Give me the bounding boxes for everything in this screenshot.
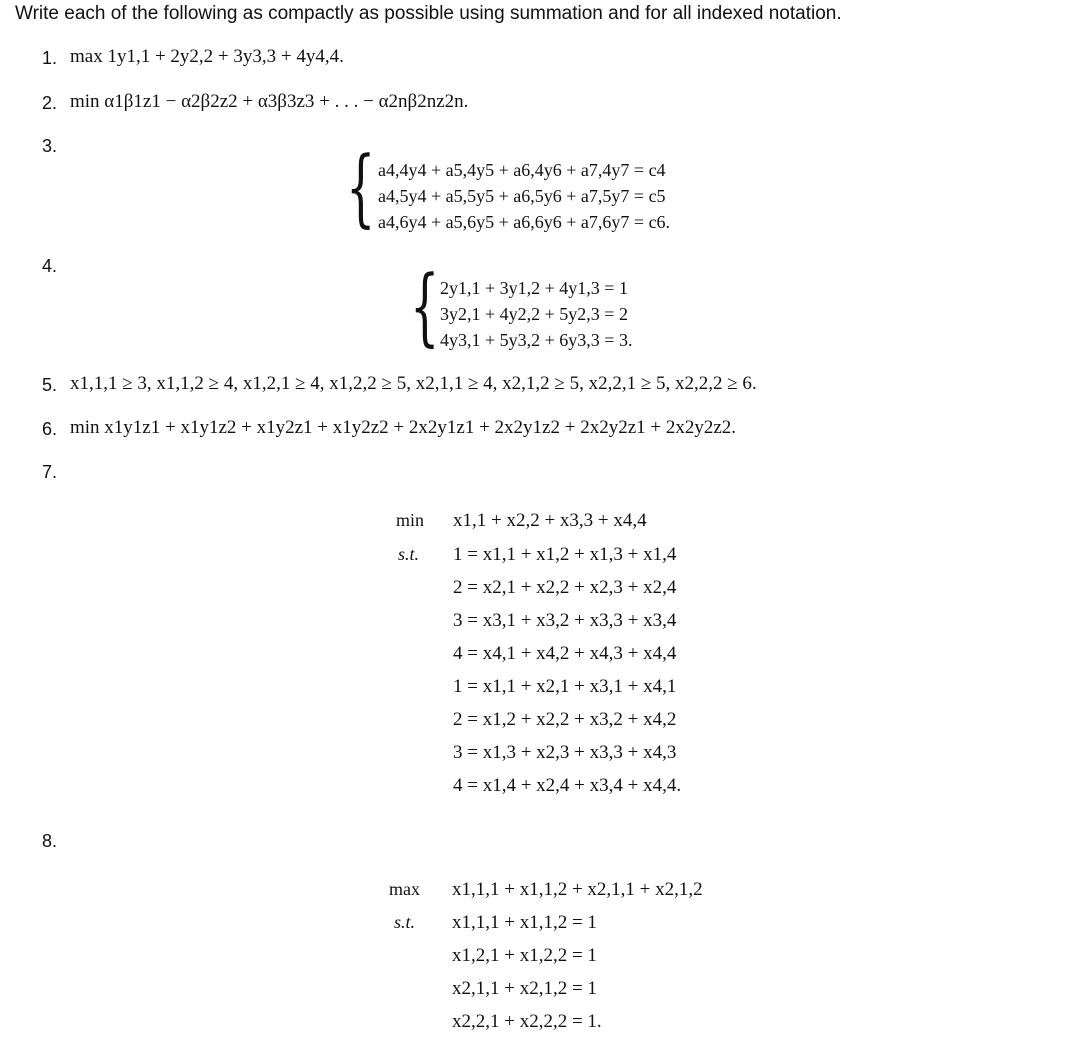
item-7-number: 7. [42,462,58,482]
item-7-constraint-8: 4 = x1,4 + x2,4 + x3,4 + x4,4. [453,775,682,796]
item-5-expression: x1,1,1 ≥ 3, x1,1,2 ≥ 4, x1,2,1 ≥ 4, x1,2,2 ≥ 5, x2,1,1 ≥ 4, x2,1,2 ≥ 5, x2,2,1 ≥ 5, x2,2,2 ≥ 6. [70,373,757,394]
item-8-constraint-1: x1,1,1 + x1,1,2 = 1 [452,912,597,933]
item-6-number: 6. [42,419,58,439]
item-7-constraint-6: 2 = x1,2 + x2,2 + x3,2 + x4,2 [453,709,677,730]
item-7-constraint-4: 4 = x4,1 + x4,2 + x4,3 + x4,4 [453,643,677,664]
item-7-constraint-7: 3 = x1,3 + x2,3 + x3,3 + x4,3 [453,742,677,763]
item-8-constraint-4: x2,2,1 + x2,2,2 = 1. [452,1011,602,1032]
item-4-line-2: 3y2,1 + 4y2,2 + 5y2,3 = 2 [440,304,628,324]
item-4-line-1: 2y1,1 + 3y1,2 + 4y1,3 = 1 [440,278,628,298]
item-7-constraint-2: 2 = x2,1 + x2,2 + x2,3 + x2,4 [453,577,677,598]
left-brace: { [346,138,376,236]
item-4-number: 4. [42,256,58,276]
item-7-constraint-1: 1 = x1,1 + x1,2 + x1,3 + x1,4 [453,544,677,565]
item-8-constraint-2: x1,2,1 + x1,2,2 = 1 [452,945,597,966]
instructions: Write each of the following as compactly as possible using summation and for all indexed notation. [15,3,842,24]
item-5-number: 5. [42,375,58,395]
item-7-constraint-3: 3 = x3,1 + x3,2 + x3,3 + x3,4 [453,610,677,631]
item-7-constraint-5: 1 = x1,1 + x2,1 + x3,1 + x4,1 [453,676,677,697]
item-1-expression: max 1y1,1 + 2y2,2 + 3y3,3 + 4y4,4. [70,46,344,67]
item-3-line-1: a4,4y4 + a5,4y5 + a6,4y6 + a7,4y7 = c4 [378,160,666,180]
item-8-number: 8. [42,831,58,851]
item-2-number: 2. [42,93,58,113]
item-6-expression: min x1y1z1 + x1y1z2 + x1y2z1 + x1y2z2 + 2x2y1z1 + 2x2y1z2 + 2x2y2z1 + 2x2y2z2. [70,417,737,438]
item-1-number: 1. [42,48,58,68]
item-8-objective-label: max [389,879,420,899]
left-brace: { [410,257,440,355]
item-7-constraint-label: s.t. [398,544,420,564]
item-8-constraint-label: s.t. [394,912,416,932]
item-3-line-2: a4,5y4 + a5,5y5 + a6,5y6 + a7,5y7 = c5 [378,186,666,206]
item-7-objective: x1,1 + x2,2 + x3,3 + x4,4 [453,510,647,531]
item-3-number: 3. [42,136,58,156]
item-7-objective-label: min [396,510,425,530]
item-8-constraint-3: x2,1,1 + x2,1,2 = 1 [452,978,597,999]
item-2-expression: min α1β1z1 − α2β2z2 + α3β3z3 + . . . − α2nβ2nz2n. [70,91,469,112]
item-3-line-3: a4,6y4 + a5,6y5 + a6,6y6 + a7,6y7 = c6. [378,212,671,232]
item-4-line-3: 4y3,1 + 5y3,2 + 6y3,3 = 3. [440,330,633,350]
item-8-objective: x1,1,1 + x1,1,2 + x2,1,1 + x2,1,2 [452,879,703,900]
